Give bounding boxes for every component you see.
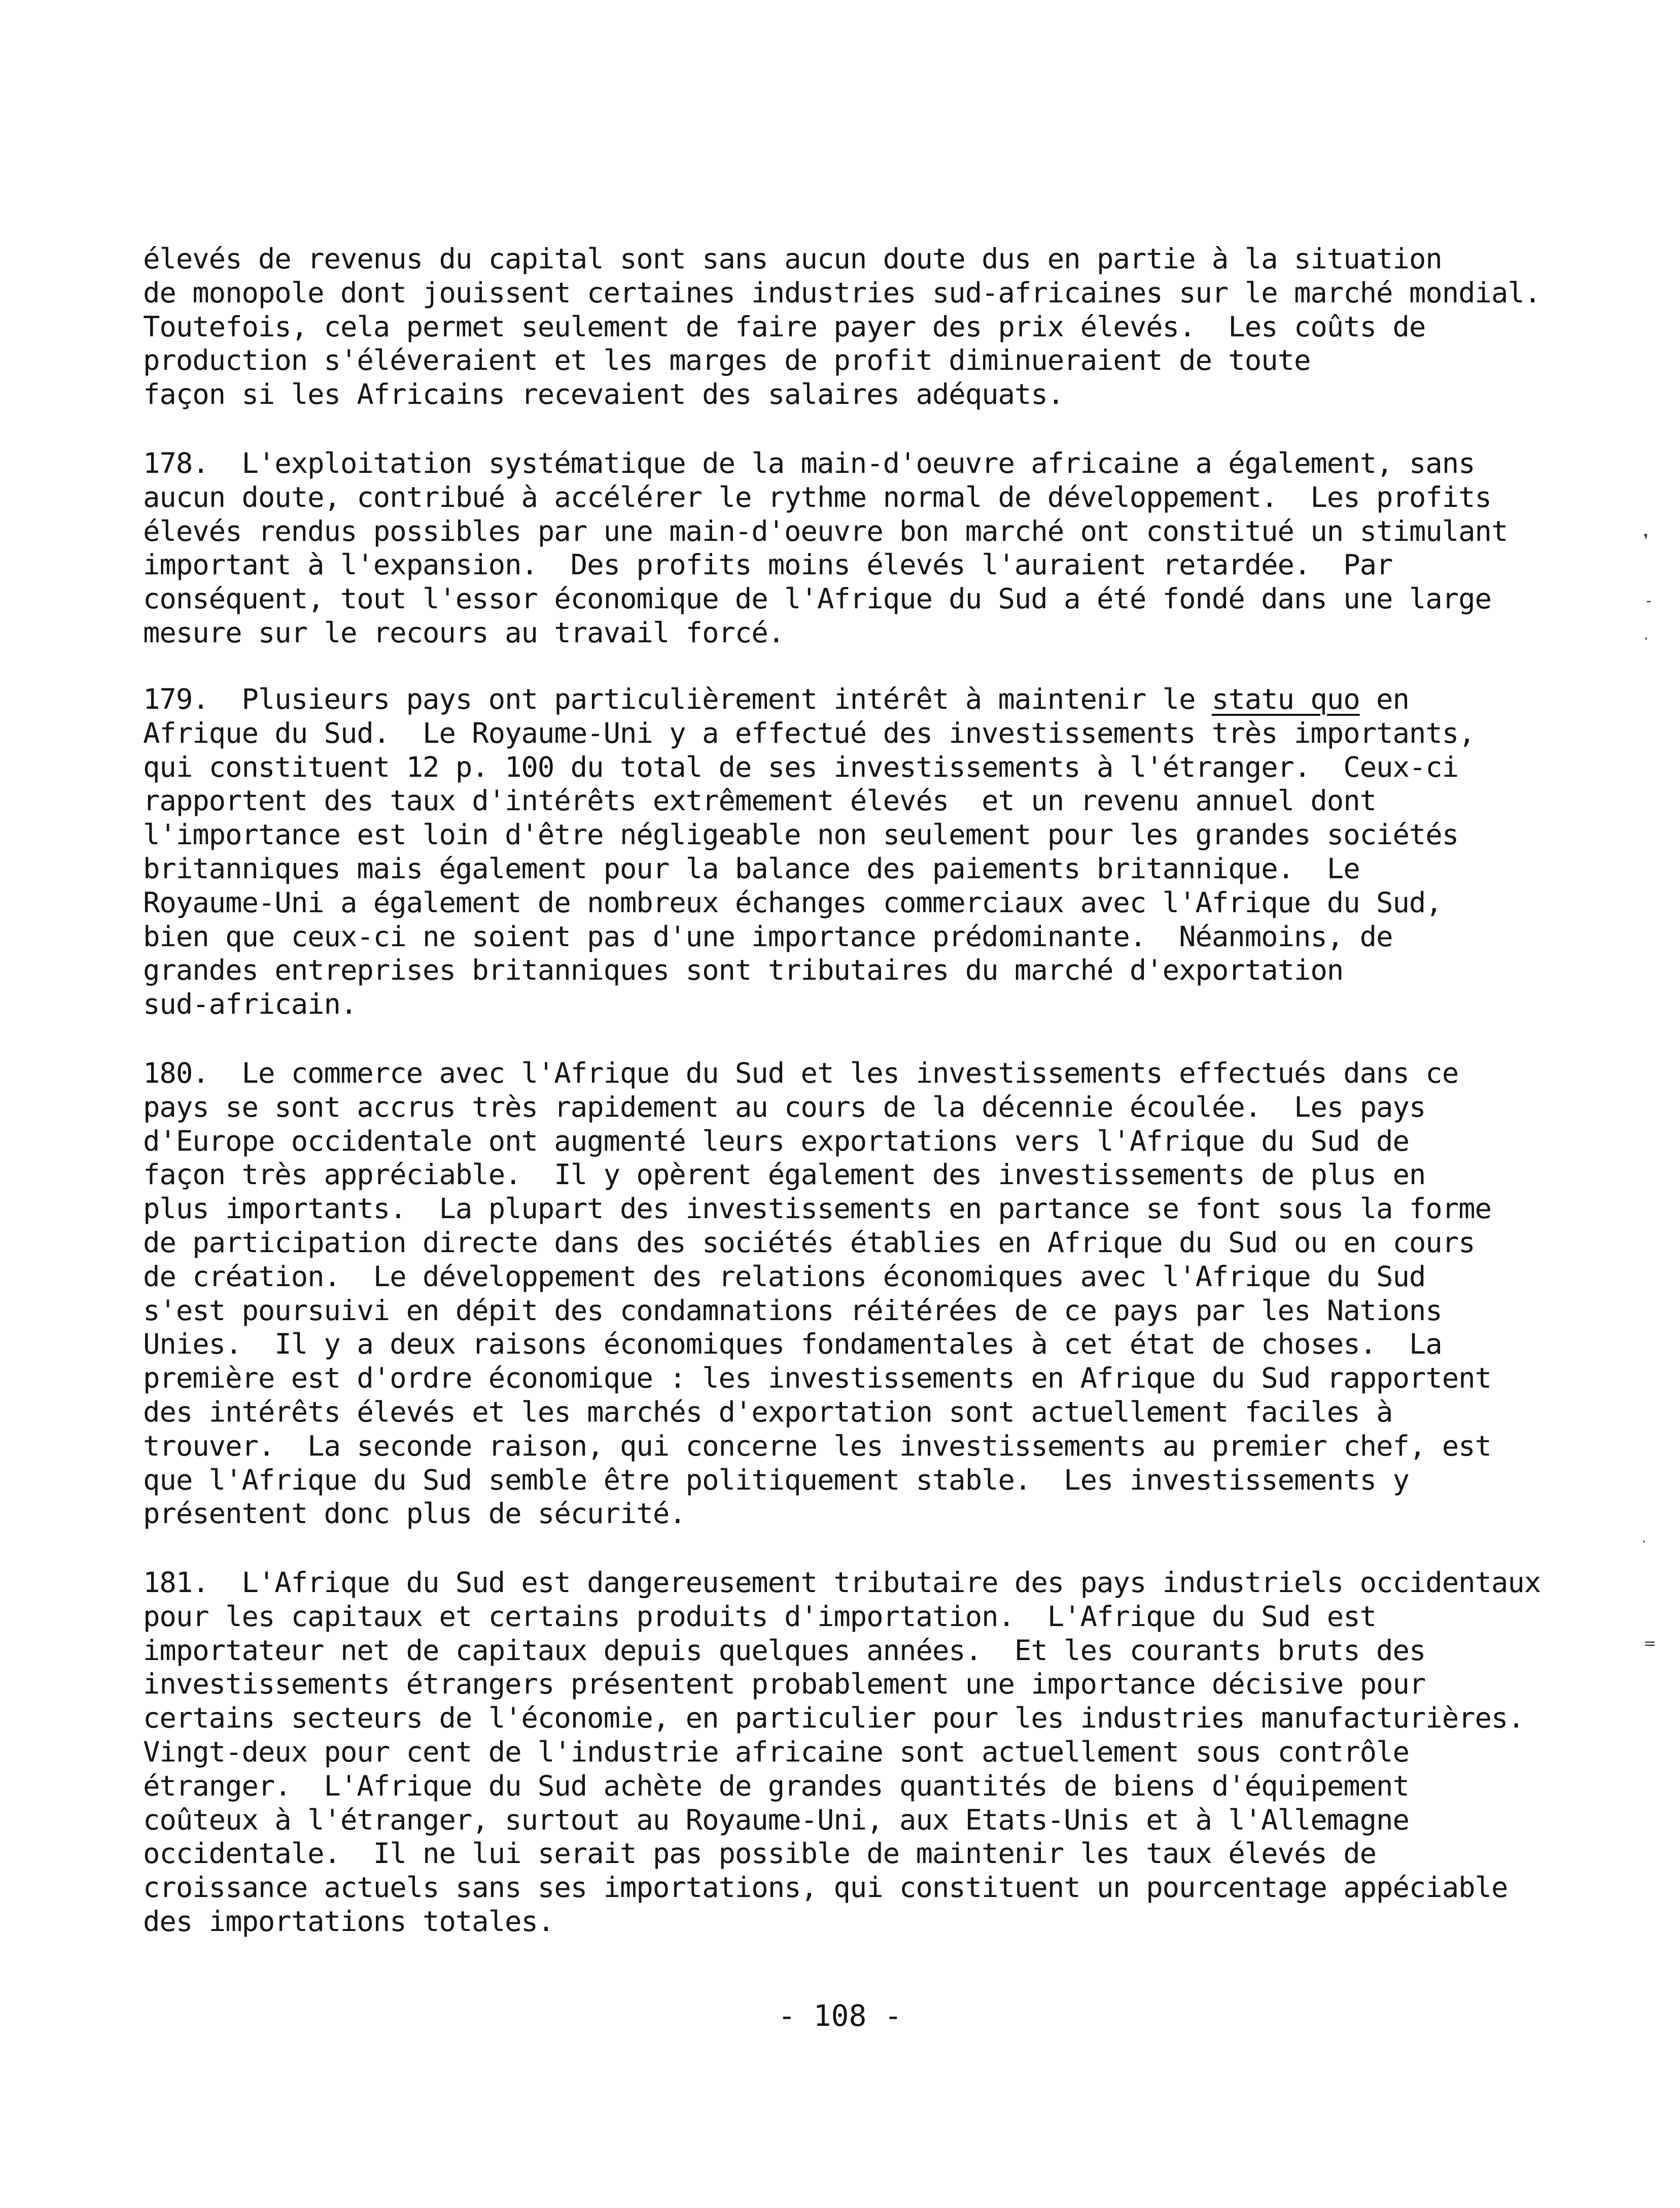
text-line: grandes entreprises britanniques sont tributaires du marché d'exportation	[143, 954, 1344, 987]
text-line: britanniques mais également pour la balance des paiements britannique. Le	[143, 852, 1360, 885]
text-line: élevés rendus possibles par une main-d'oeuvre bon marché ont constitué un stimulant	[143, 514, 1508, 548]
text-line: importateur net de capitaux depuis quelques années. Et les courants bruts des	[143, 1634, 1426, 1667]
text-run: 179. Plusieurs pays ont particulièrement intérêt à maintenir le	[143, 683, 1212, 716]
paragraph-180	[143, 1057, 1594, 1531]
text-line: façon si les Africains recevaient des salaires adéquats.	[143, 378, 1064, 411]
paragraph-179	[143, 683, 1594, 1022]
text-line: investissements étrangers présentent probablement une importance décisive pour	[143, 1668, 1426, 1701]
text-line: croissance actuels sans ses importations, qui constituent un pourcentage appéciable	[143, 1871, 1508, 1905]
underlined-term: statu quo	[1211, 683, 1360, 716]
text-line: de création. Le développement des relations économiques avec l'Afrique du Sud	[143, 1260, 1426, 1293]
text-line: façon très appréciable. Il y opèrent également des investissements de plus en	[143, 1158, 1426, 1192]
text-line: Toutefois, cela permet seulement de faire payer des prix élevés. Les coûts de	[143, 310, 1426, 343]
text-line: pour les capitaux et certains produits d'importation. L'Afrique du Sud est	[143, 1600, 1377, 1633]
text-line: l'importance est loin d'être négligeable non seulement pour les grandes sociétés	[143, 818, 1459, 852]
text-line: conséquent, tout l'essor économique de l'Afrique du Sud a été fondé dans une large	[143, 582, 1491, 616]
text-line: occidentale. Il ne lui serait pas possible de maintenir les taux élevés de	[143, 1837, 1377, 1871]
paragraph-181	[143, 1566, 1594, 1939]
text-line: présentent donc plus de sécurité.	[143, 1497, 686, 1531]
text-line: d'Europe occidentale ont augmenté leurs exportations vers l'Afrique du Sud de	[143, 1124, 1409, 1158]
text-line: de participation directe dans des sociétés établies en Afrique du Sud ou en cours	[143, 1226, 1475, 1259]
text-line: bien que ceux-ci ne soient pas d'une importance prédominante. Néanmoins, de	[143, 920, 1393, 953]
text-line: qui constituent 12 p. 100 du total de ses investissements à l'étranger. Ceux-ci	[143, 750, 1459, 784]
scan-speck-mark: ·	[1641, 1533, 1647, 1551]
text-line: 181. L'Afrique du Sud est dangereusement tributaire des pays industriels occidentaux	[143, 1566, 1541, 1599]
text-line: étranger. L'Afrique du Sud achète de grandes quantités de biens d'équipement	[143, 1769, 1409, 1803]
text-line: des intérêts élevés et les marchés d'exportation sont actuellement faciles à	[143, 1395, 1393, 1429]
text-line: aucun doute, contribué à accélérer le rythme normal de développement. Les profits	[143, 480, 1491, 514]
text-line: production s'éléveraient et les marges de profit diminueraient de toute	[143, 344, 1311, 377]
text-line: 180. Le commerce avec l'Afrique du Sud et les investissements effectués dans ce	[143, 1057, 1459, 1090]
text-line: Afrique du Sud. Le Royaume-Uni y a effectué des investissements très importants,	[143, 716, 1475, 750]
scan-speck-mark: ·	[1643, 630, 1649, 648]
page-number: - 108 -	[778, 1998, 902, 2033]
text-line: certains secteurs de l'économie, en particulier pour les industries manufacturières.	[143, 1702, 1524, 1735]
scan-speck-mark: -	[1646, 592, 1652, 610]
text-line: première est d'ordre économique : les investissements en Afrique du Sud rapportent	[143, 1362, 1491, 1395]
text-line: Royaume-Uni a également de nombreux échanges commerciaux avec l'Afrique du Sud,	[143, 886, 1442, 919]
scan-speck-mark: ❜	[1643, 531, 1649, 549]
scan-speck-mark: =	[1643, 1635, 1657, 1652]
paragraph-178	[143, 447, 1594, 650]
paragraph-continuation	[143, 243, 1594, 412]
text-line: des importations totales.	[143, 1905, 554, 1938]
text-line: important à l'expansion. Des profits moins élevés l'auraient retardée. Par	[143, 548, 1393, 582]
text-line: rapportent des taux d'intérêts extrêmement élevés et un revenu annuel dont	[143, 784, 1377, 818]
text-line: 178. L'exploitation systématique de la main-d'oeuvre africaine a également, sans	[143, 447, 1475, 480]
text-line: mesure sur le recours au travail forcé.	[143, 616, 785, 649]
text-line: coûteux à l'étranger, surtout au Royaume-Uni, aux Etats-Unis et à l'Allemagne	[143, 1803, 1409, 1837]
text-line: Unies. Il y a deux raisons économiques fondamentales à cet état de choses. La	[143, 1328, 1442, 1361]
text-run: en	[1359, 683, 1409, 716]
text-line: que l'Afrique du Sud semble être politiquement stable. Les investissements y	[143, 1463, 1409, 1497]
text-line: de monopole dont jouissent certaines industries sud-africaines sur le marché mondial.	[143, 276, 1541, 309]
text-line: trouver. La seconde raison, qui concerne les investissements au premier chef, est	[143, 1429, 1491, 1463]
text-line	[143, 683, 1594, 717]
text-line: élevés de revenus du capital sont sans aucun doute dus en partie à la situation	[143, 243, 1442, 275]
text-line: pays se sont accrus très rapidement au cours de la décennie écoulée. Les pays	[143, 1090, 1426, 1124]
text-line: s'est poursuivi en dépit des condamnations réitérées de ce pays par les Nations	[143, 1294, 1442, 1327]
text-line: Vingt-deux pour cent de l'industrie africaine sont actuellement sous contrôle	[143, 1735, 1409, 1769]
text-line: plus importants. La plupart des investissements en partance se font sous la forme	[143, 1192, 1491, 1226]
text-line: sud-africain.	[143, 988, 357, 1021]
